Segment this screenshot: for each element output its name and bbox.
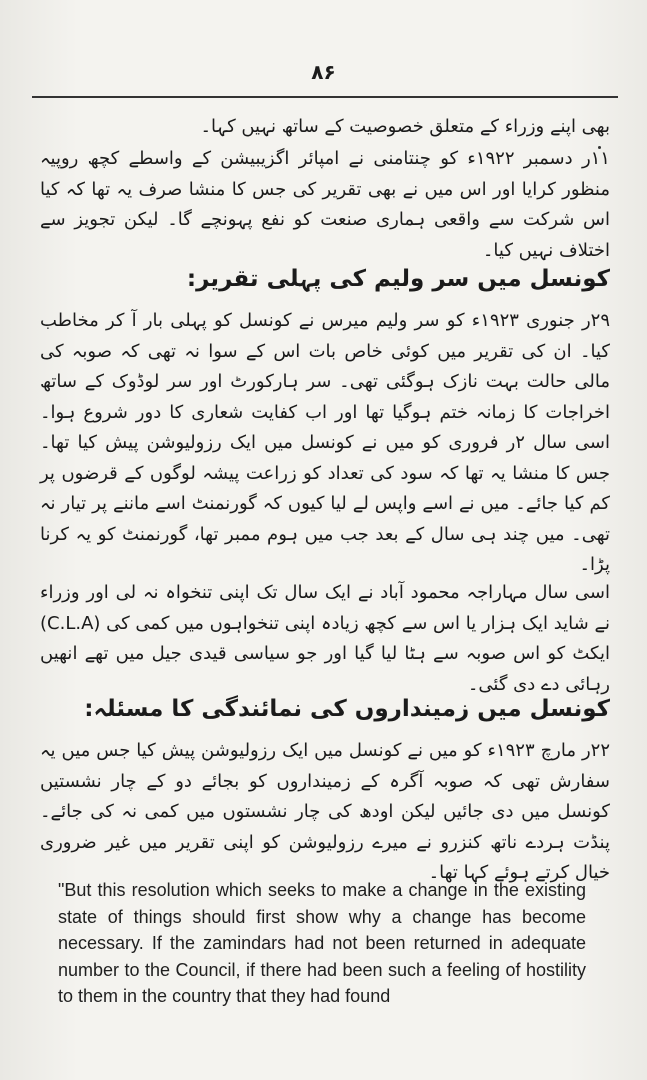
- paragraph-2: ۱۱ر دسمبر ۱۹۲۲ء کو چنتامنی نے امپائر اگزیبیشن کے واسطے کچھ روپیہ منظور کرایا اور اس میں نے بھی تقریر کی جس کا منشا صرف یہ تھا کہ کیا اس شرکت سے واقعی ہماری صنعت کو نفع پہونچے گا۔ لیکن تجویز سے اختلاف نہیں کیا۔: [40, 148, 610, 261]
- page-number: ۸۶: [311, 60, 336, 84]
- paragraph-3: ۲۹ر جنوری ۱۹۲۳ء کو سر ولیم میرس نے کونسل کو پہلی بار آ کر مخاطب کیا۔ ان کی تقریر میں کوئی خاص بات اس کے سوا نہ تھی کہ صوبہ کی مالی حالت بہت نازک ہوگئی تھی۔ سر ہارکورٹ اور سر لوڈوک کے ساتھ اخراجات کا زمانہ ختم ہوگیا تھا اور اب کفایت شعاری کا دور شروع ہوا۔ اسی سال ۲ر فروری کو میں نے کونسل میں ایک رزولیوشن پیش کیا تھا۔ جس کا منشا یہ تھا کہ سود کی تعداد کو زراعت پیشہ لوگوں کے قرضوں پر کم کیا جائے۔ میں نے اسے واپس لے لیا کیوں کہ گورنمنٹ اسے ماننے پر تیار نہ تھی۔ میں چند ہی سال کے بعد جب میں ہوم ممبر تھا، گورنمنٹ کو یہ کرنا پڑا۔: [40, 310, 610, 575]
- paragraph-4: اسی سال مہاراجہ محمود آباد نے ایک سال تک اپنی تنخواہ نہ لی اور وزراء نے شاید ایک ہزار یا اس سے کچھ زیادہ اپنی تنخواہوں میں کمی کی (C.L.A) ایکٹ کو اس صوبہ سے ہٹا لیا گیا اور جو سیاسی قیدی جیل میں تھے انھیں رہائی دے دی گئی۔: [40, 582, 610, 695]
- english-quote: "But this resolution which seeks to make a change in the existing state of things should first show why a change has become necessary. If the zamindars had not been returned in adequate number to the Council, if there had been such a feeling of hostility to them in the country that they had found: [58, 880, 586, 1006]
- paragraph-1: بھی اپنے وزراء کے متعلق خصوصیت کے ساتھ نہیں کہا۔: [200, 116, 610, 137]
- paragraph-5: ۲۲ر مارچ ۱۹۲۳ء کو میں نے کونسل میں ایک رزولیوشن پیش کیا جس میں یہ سفارش تھی کہ صوبہ آگرہ کے زمینداروں کو بجائے دو کے چار نشستیں کونسل میں دی جائیں لیکن اودھ کی چار نشستوں میں کمی نہ کی جائے۔ پنڈت ہردے ناتھ کنزرو نے میرے رزولیوشن کو اپنی تقریر میں غیر ضروری خیال کرتے ہوئے کہا تھا۔: [40, 740, 610, 883]
- header-rule: [32, 96, 618, 98]
- section-heading-1: کونسل میں سر ولیم کی پہلی تقریر:: [186, 266, 610, 292]
- section-heading-2: کونسل میں زمینداروں کی نمائندگی کا مسئلہ:: [84, 696, 610, 722]
